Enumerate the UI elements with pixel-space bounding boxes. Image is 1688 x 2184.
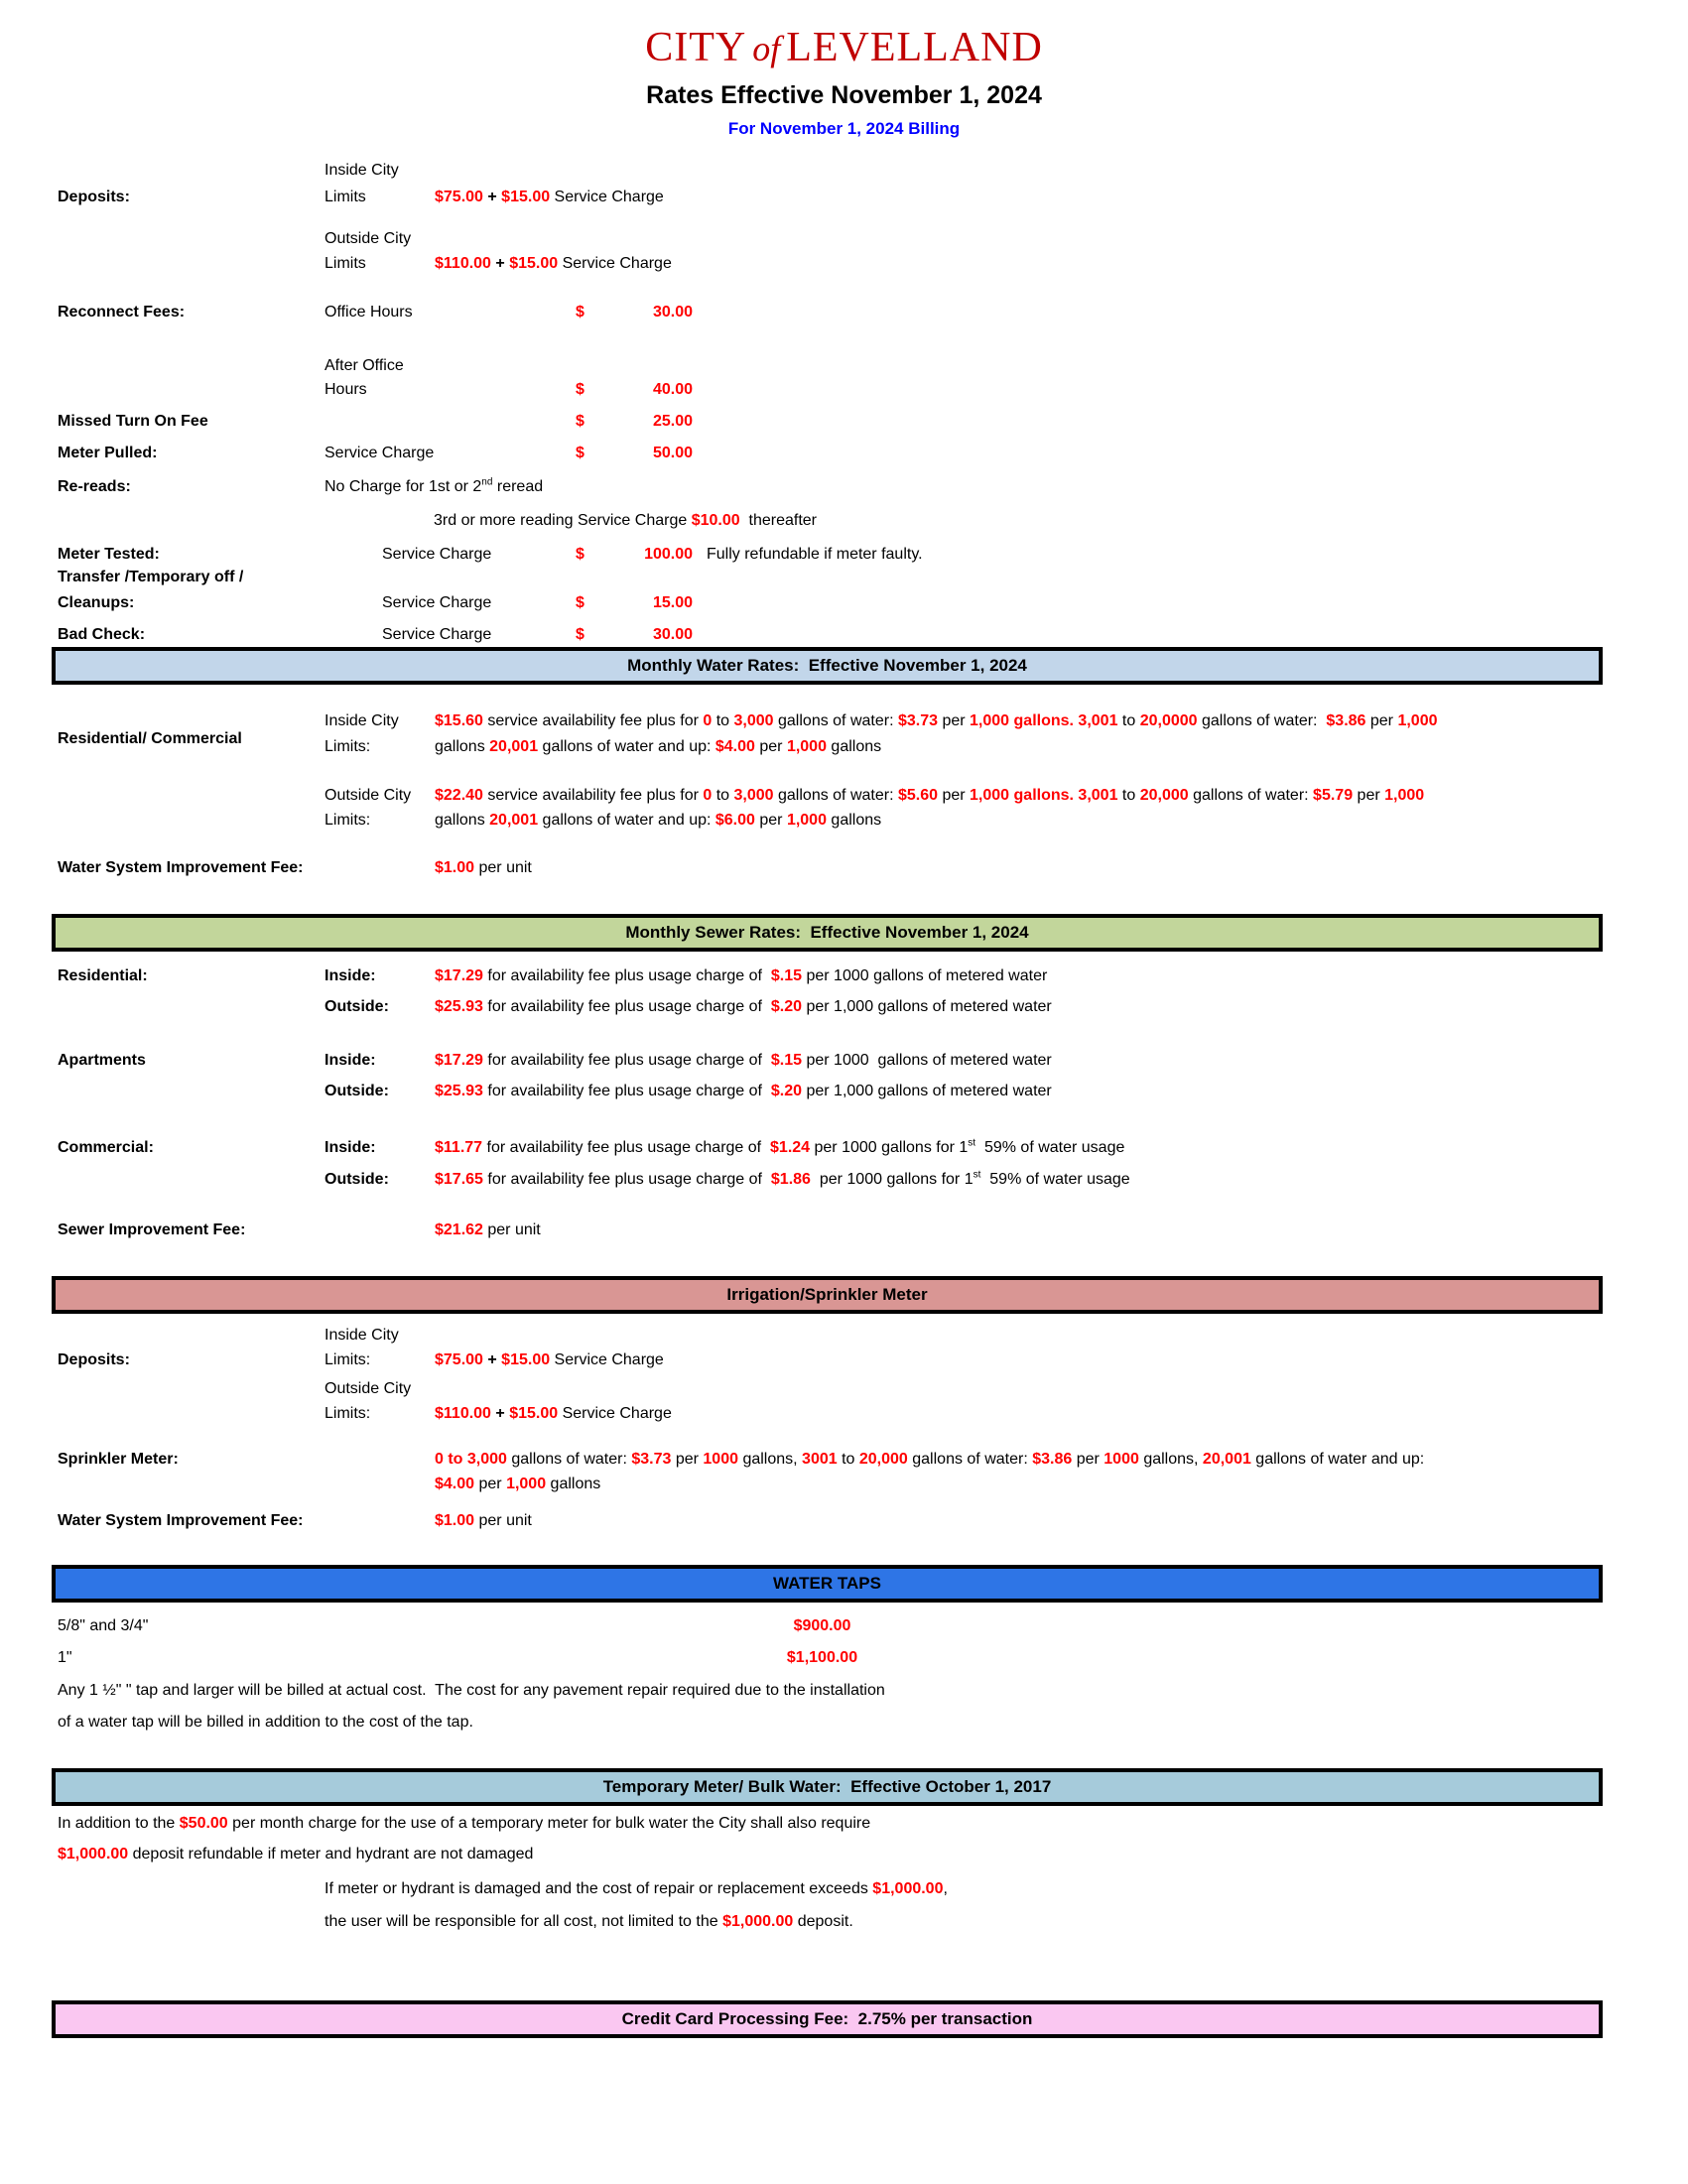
limits-label: Limits: bbox=[325, 812, 371, 829]
deposit-inside-city-row2 bbox=[0, 189, 1688, 210]
outside-label: Outside: bbox=[325, 998, 389, 1015]
deposit-outside-city-row1 bbox=[0, 230, 1688, 252]
dollar-sign: $ bbox=[576, 413, 584, 430]
irrigation-deposit-outside-row1 bbox=[0, 1380, 1688, 1402]
sprinkler-meter-rates-line1: 0 to 3,000 gallons of water: $3.73 per 1000 gallons, 3001 to 20,000 gallons of water: $3.86 per 1000 gallons, 20,001 gallons of water and up: bbox=[435, 1451, 1425, 1468]
meter-tested-amount: 100.00 bbox=[644, 546, 693, 563]
water-system-improvement-fee-value: $1.00 per unit bbox=[435, 1512, 532, 1529]
title-city: CITY bbox=[645, 25, 747, 70]
tap-note-line2: of a water tap will be billed in addition to the cost of the tap. bbox=[58, 1714, 473, 1731]
rereads-note: No Charge for 1st or 2nd reread bbox=[325, 476, 544, 495]
sprinkler-meter-label: Sprinkler Meter: bbox=[58, 1451, 179, 1468]
sprinkler-meter-row1 bbox=[0, 1451, 1688, 1473]
inside-city-label: Inside City bbox=[325, 712, 399, 729]
water-outside-rates-line1: $22.40 service availability fee plus for 0 to 3,000 gallons of water: $5.60 per 1,000 gallons. 3,001 to 20,000 gallons of water: $5.79 per 1,000 bbox=[435, 787, 1425, 804]
water-outside-rates-line2: gallons 20,001 gallons of water and up: $6.00 per 1,000 gallons bbox=[435, 812, 882, 829]
rates-effective-subtitle: Rates Effective November 1, 2024 bbox=[646, 81, 1042, 109]
irrigation-deposit-inside-row1 bbox=[0, 1327, 1688, 1349]
outside-label: Outside: bbox=[325, 1171, 389, 1188]
sewer-residential-inside-row bbox=[0, 967, 1688, 989]
bad-check-amount: 30.00 bbox=[652, 626, 693, 643]
deposit-inside-city-row1 bbox=[0, 162, 1688, 184]
sewer-residential-inside-rate: $17.29 for availability fee plus usage charge of $.15 per 1000 gallons of metered water bbox=[435, 967, 1048, 984]
bad-check-row bbox=[0, 626, 1688, 648]
section-header-monthly-water-rates: Monthly Water Rates: Effective November 1, 2024 bbox=[52, 647, 1603, 685]
water-system-improvement-fee-label: Water System Improvement Fee: bbox=[58, 1512, 304, 1529]
outside-label: Outside: bbox=[325, 1083, 389, 1099]
rereads-row bbox=[0, 478, 1688, 500]
water-outside-row1 bbox=[0, 787, 1688, 809]
sewer-apartments-inside-rate: $17.29 for availability fee plus usage charge of $.15 per 1000 gallons of metered water bbox=[435, 1052, 1052, 1069]
limits-label: Limits: bbox=[325, 1351, 371, 1368]
inside-city-label: Inside City bbox=[325, 162, 399, 179]
transfer-row1 bbox=[0, 569, 1688, 590]
irrigation-deposit-outside-row2 bbox=[0, 1405, 1688, 1427]
billing-note: For November 1, 2024 Billing bbox=[727, 119, 961, 138]
tap-size2-label: 1" bbox=[58, 1649, 72, 1666]
inside-label: Inside: bbox=[325, 1139, 376, 1156]
sewer-improvement-fee-label: Sewer Improvement Fee: bbox=[58, 1221, 246, 1238]
irrigation-deposit-outside-amount: $110.00 + $15.00 Service Charge bbox=[435, 1405, 672, 1422]
sewer-residential-outside-rate: $25.93 for availability fee plus usage charge of $.20 per 1,000 gallons of metered water bbox=[435, 998, 1052, 1015]
outside-city-label: Outside City bbox=[325, 1380, 412, 1397]
apartments-label: Apartments bbox=[58, 1052, 146, 1069]
dollar-sign: $ bbox=[576, 594, 584, 611]
sewer-apartments-outside-rate: $25.93 for availability fee plus usage charge of $.20 per 1,000 gallons of metered water bbox=[435, 1083, 1052, 1099]
sewer-commercial-outside-rate: $17.65 for availability fee plus usage charge of $1.86 per 1000 gallons for 1st 59% of water usage bbox=[435, 1169, 1130, 1188]
irrigation-deposit-inside-row2 bbox=[0, 1351, 1688, 1373]
rereads-row2 bbox=[0, 512, 1688, 534]
meter-pulled-amount: 50.00 bbox=[652, 445, 693, 461]
water-inside-rates-line2: gallons 20,001 gallons of water and up: $4.00 per 1,000 gallons bbox=[435, 738, 882, 755]
sewer-improvement-fee-row bbox=[0, 1221, 1688, 1243]
transfer-label: Transfer /Temporary off / bbox=[58, 569, 244, 585]
tap-size2-price: $1,100.00 bbox=[786, 1649, 858, 1666]
temp-meter-row1 bbox=[0, 1815, 1688, 1837]
page-title bbox=[0, 24, 1688, 71]
title-of: of bbox=[752, 29, 781, 68]
dollar-sign: $ bbox=[576, 381, 584, 398]
missed-turn-on-amount: 25.00 bbox=[652, 413, 693, 430]
temp-meter-row4 bbox=[0, 1913, 1688, 1935]
sprinkler-meter-rates-line2: $4.00 per 1,000 gallons bbox=[435, 1476, 601, 1492]
irrigation-improvement-fee-row bbox=[0, 1512, 1688, 1534]
cleanups-amount: 15.00 bbox=[652, 594, 693, 611]
limits-label: Limits bbox=[325, 189, 366, 205]
temp-meter-line1: In addition to the $50.00 per month charge for the use of a temporary meter for bulk water the City shall also require bbox=[58, 1815, 871, 1832]
deposit-inside-amount: $75.00 + $15.00 Service Charge bbox=[435, 189, 664, 205]
tap-size2-row bbox=[0, 1649, 1688, 1671]
section-header-monthly-sewer-rates: Monthly Sewer Rates: Effective November 1, 2024 bbox=[52, 914, 1603, 952]
residential-label: Residential: bbox=[58, 967, 148, 984]
water-system-improvement-fee-label: Water System Improvement Fee: bbox=[58, 859, 304, 876]
tap-size1-price: $900.00 bbox=[793, 1617, 851, 1634]
meter-pulled-label: Meter Pulled: bbox=[58, 445, 158, 461]
tap-note-row1 bbox=[0, 1682, 1688, 1704]
water-improvement-fee-row bbox=[0, 859, 1688, 881]
transfer-row2 bbox=[0, 594, 1688, 616]
missed-turn-on-label: Missed Turn On Fee bbox=[58, 413, 208, 430]
after-office-amount: 40.00 bbox=[652, 381, 693, 398]
outside-city-label: Outside City bbox=[325, 230, 412, 247]
reconnect-fees-label: Reconnect Fees: bbox=[58, 304, 186, 321]
tap-size1-row bbox=[0, 1617, 1688, 1639]
sewer-residential-outside-row bbox=[0, 998, 1688, 1020]
bad-check-label: Bad Check: bbox=[58, 626, 146, 643]
inside-label: Inside: bbox=[325, 1052, 376, 1069]
temp-meter-row3 bbox=[0, 1880, 1688, 1902]
service-charge-label: Service Charge bbox=[382, 626, 492, 643]
section-header-irrigation-sprinkler: Irrigation/Sprinkler Meter bbox=[52, 1276, 1603, 1314]
deposit-outside-city-row2 bbox=[0, 255, 1688, 277]
water-inside-rates-line1: $15.60 service availability fee plus for 0 to 3,000 gallons of water: $3.73 per 1,000 gallons. 3,001 to 20,0000 gallons of water: $3.86 per 1,000 bbox=[435, 712, 1438, 729]
after-office-hours-label: Hours bbox=[325, 381, 367, 398]
reconnect-fees-row bbox=[0, 304, 1688, 325]
limits-label: Limits: bbox=[325, 738, 371, 755]
after-office-label: After Office bbox=[325, 357, 404, 374]
title-levelland: LEVELLAND bbox=[786, 25, 1043, 70]
dollar-sign: $ bbox=[576, 546, 584, 563]
sewer-apartments-outside-row bbox=[0, 1083, 1688, 1104]
dollar-sign: $ bbox=[576, 626, 584, 643]
irrigation-deposit-inside-amount: $75.00 + $15.00 Service Charge bbox=[435, 1351, 664, 1368]
sewer-commercial-inside-rate: $11.77 for availability fee plus usage charge of $1.24 per 1000 gallons for 1st 59% of water usage bbox=[435, 1137, 1125, 1156]
rereads-label: Re-reads: bbox=[58, 478, 131, 495]
meter-tested-note: Fully refundable if meter faulty. bbox=[707, 546, 923, 563]
meter-tested-row bbox=[0, 546, 1688, 568]
outside-city-label: Outside City bbox=[325, 787, 412, 804]
deposits-label: Deposits: bbox=[58, 1351, 130, 1368]
water-inside-row2 bbox=[0, 738, 1688, 760]
inside-city-label: Inside City bbox=[325, 1327, 399, 1344]
section-header-water-taps: WATER TAPS bbox=[52, 1565, 1603, 1603]
cleanups-label: Cleanups: bbox=[58, 594, 135, 611]
limits-label: Limits: bbox=[325, 1405, 371, 1422]
service-charge-label: Service Charge bbox=[382, 546, 492, 563]
meter-tested-label: Meter Tested: bbox=[58, 546, 160, 563]
dollar-sign: $ bbox=[576, 304, 584, 321]
temp-meter-line3: If meter or hydrant is damaged and the cost of repair or replacement exceeds $1,000.00, bbox=[325, 1880, 948, 1897]
tap-note-line1: Any 1 ½" " tap and larger will be billed at actual cost. The cost for any pavement repair required due to the installation bbox=[58, 1682, 885, 1699]
residential-commercial-label: Residential/ Commercial bbox=[58, 730, 242, 747]
reconnect-amount: 30.00 bbox=[652, 304, 693, 321]
missed-turn-on-row bbox=[0, 413, 1688, 435]
tap-size1-label: 5/8" and 3/4" bbox=[58, 1617, 149, 1634]
section-header-temporary-meter: Temporary Meter/ Bulk Water: Effective October 1, 2017 bbox=[52, 1768, 1603, 1806]
sewer-apartments-inside-row bbox=[0, 1052, 1688, 1074]
after-office-row1 bbox=[0, 357, 1688, 379]
temp-meter-line2: $1,000.00 deposit refundable if meter and hydrant are not damaged bbox=[58, 1846, 534, 1863]
service-charge-label: Service Charge bbox=[325, 445, 435, 461]
deposit-outside-amount: $110.00 + $15.00 Service Charge bbox=[435, 255, 672, 272]
temp-meter-row2 bbox=[0, 1846, 1688, 1867]
deposits-label: Deposits: bbox=[58, 189, 130, 205]
sewer-improvement-fee-value: $21.62 per unit bbox=[435, 1221, 541, 1238]
rereads-note2: 3rd or more reading Service Charge $10.00 thereafter bbox=[434, 512, 817, 529]
sprinkler-meter-row2 bbox=[0, 1476, 1688, 1497]
water-outside-row2 bbox=[0, 812, 1688, 834]
sewer-commercial-inside-row bbox=[0, 1139, 1688, 1161]
meter-pulled-row bbox=[0, 445, 1688, 466]
service-charge-label: Service Charge bbox=[382, 594, 492, 611]
tap-note-row2 bbox=[0, 1714, 1688, 1735]
commercial-label: Commercial: bbox=[58, 1139, 154, 1156]
inside-label: Inside: bbox=[325, 967, 376, 984]
limits-label: Limits bbox=[325, 255, 366, 272]
sewer-commercial-outside-row bbox=[0, 1171, 1688, 1193]
dollar-sign: $ bbox=[576, 445, 584, 461]
after-office-row2 bbox=[0, 381, 1688, 403]
office-hours-label: Office Hours bbox=[325, 304, 413, 321]
temp-meter-line4: the user will be responsible for all cost, not limited to the $1,000.00 deposit. bbox=[325, 1913, 853, 1930]
section-header-credit-card-fee: Credit Card Processing Fee: 2.75% per transaction bbox=[52, 2000, 1603, 2038]
water-system-improvement-fee-value: $1.00 per unit bbox=[435, 859, 532, 876]
